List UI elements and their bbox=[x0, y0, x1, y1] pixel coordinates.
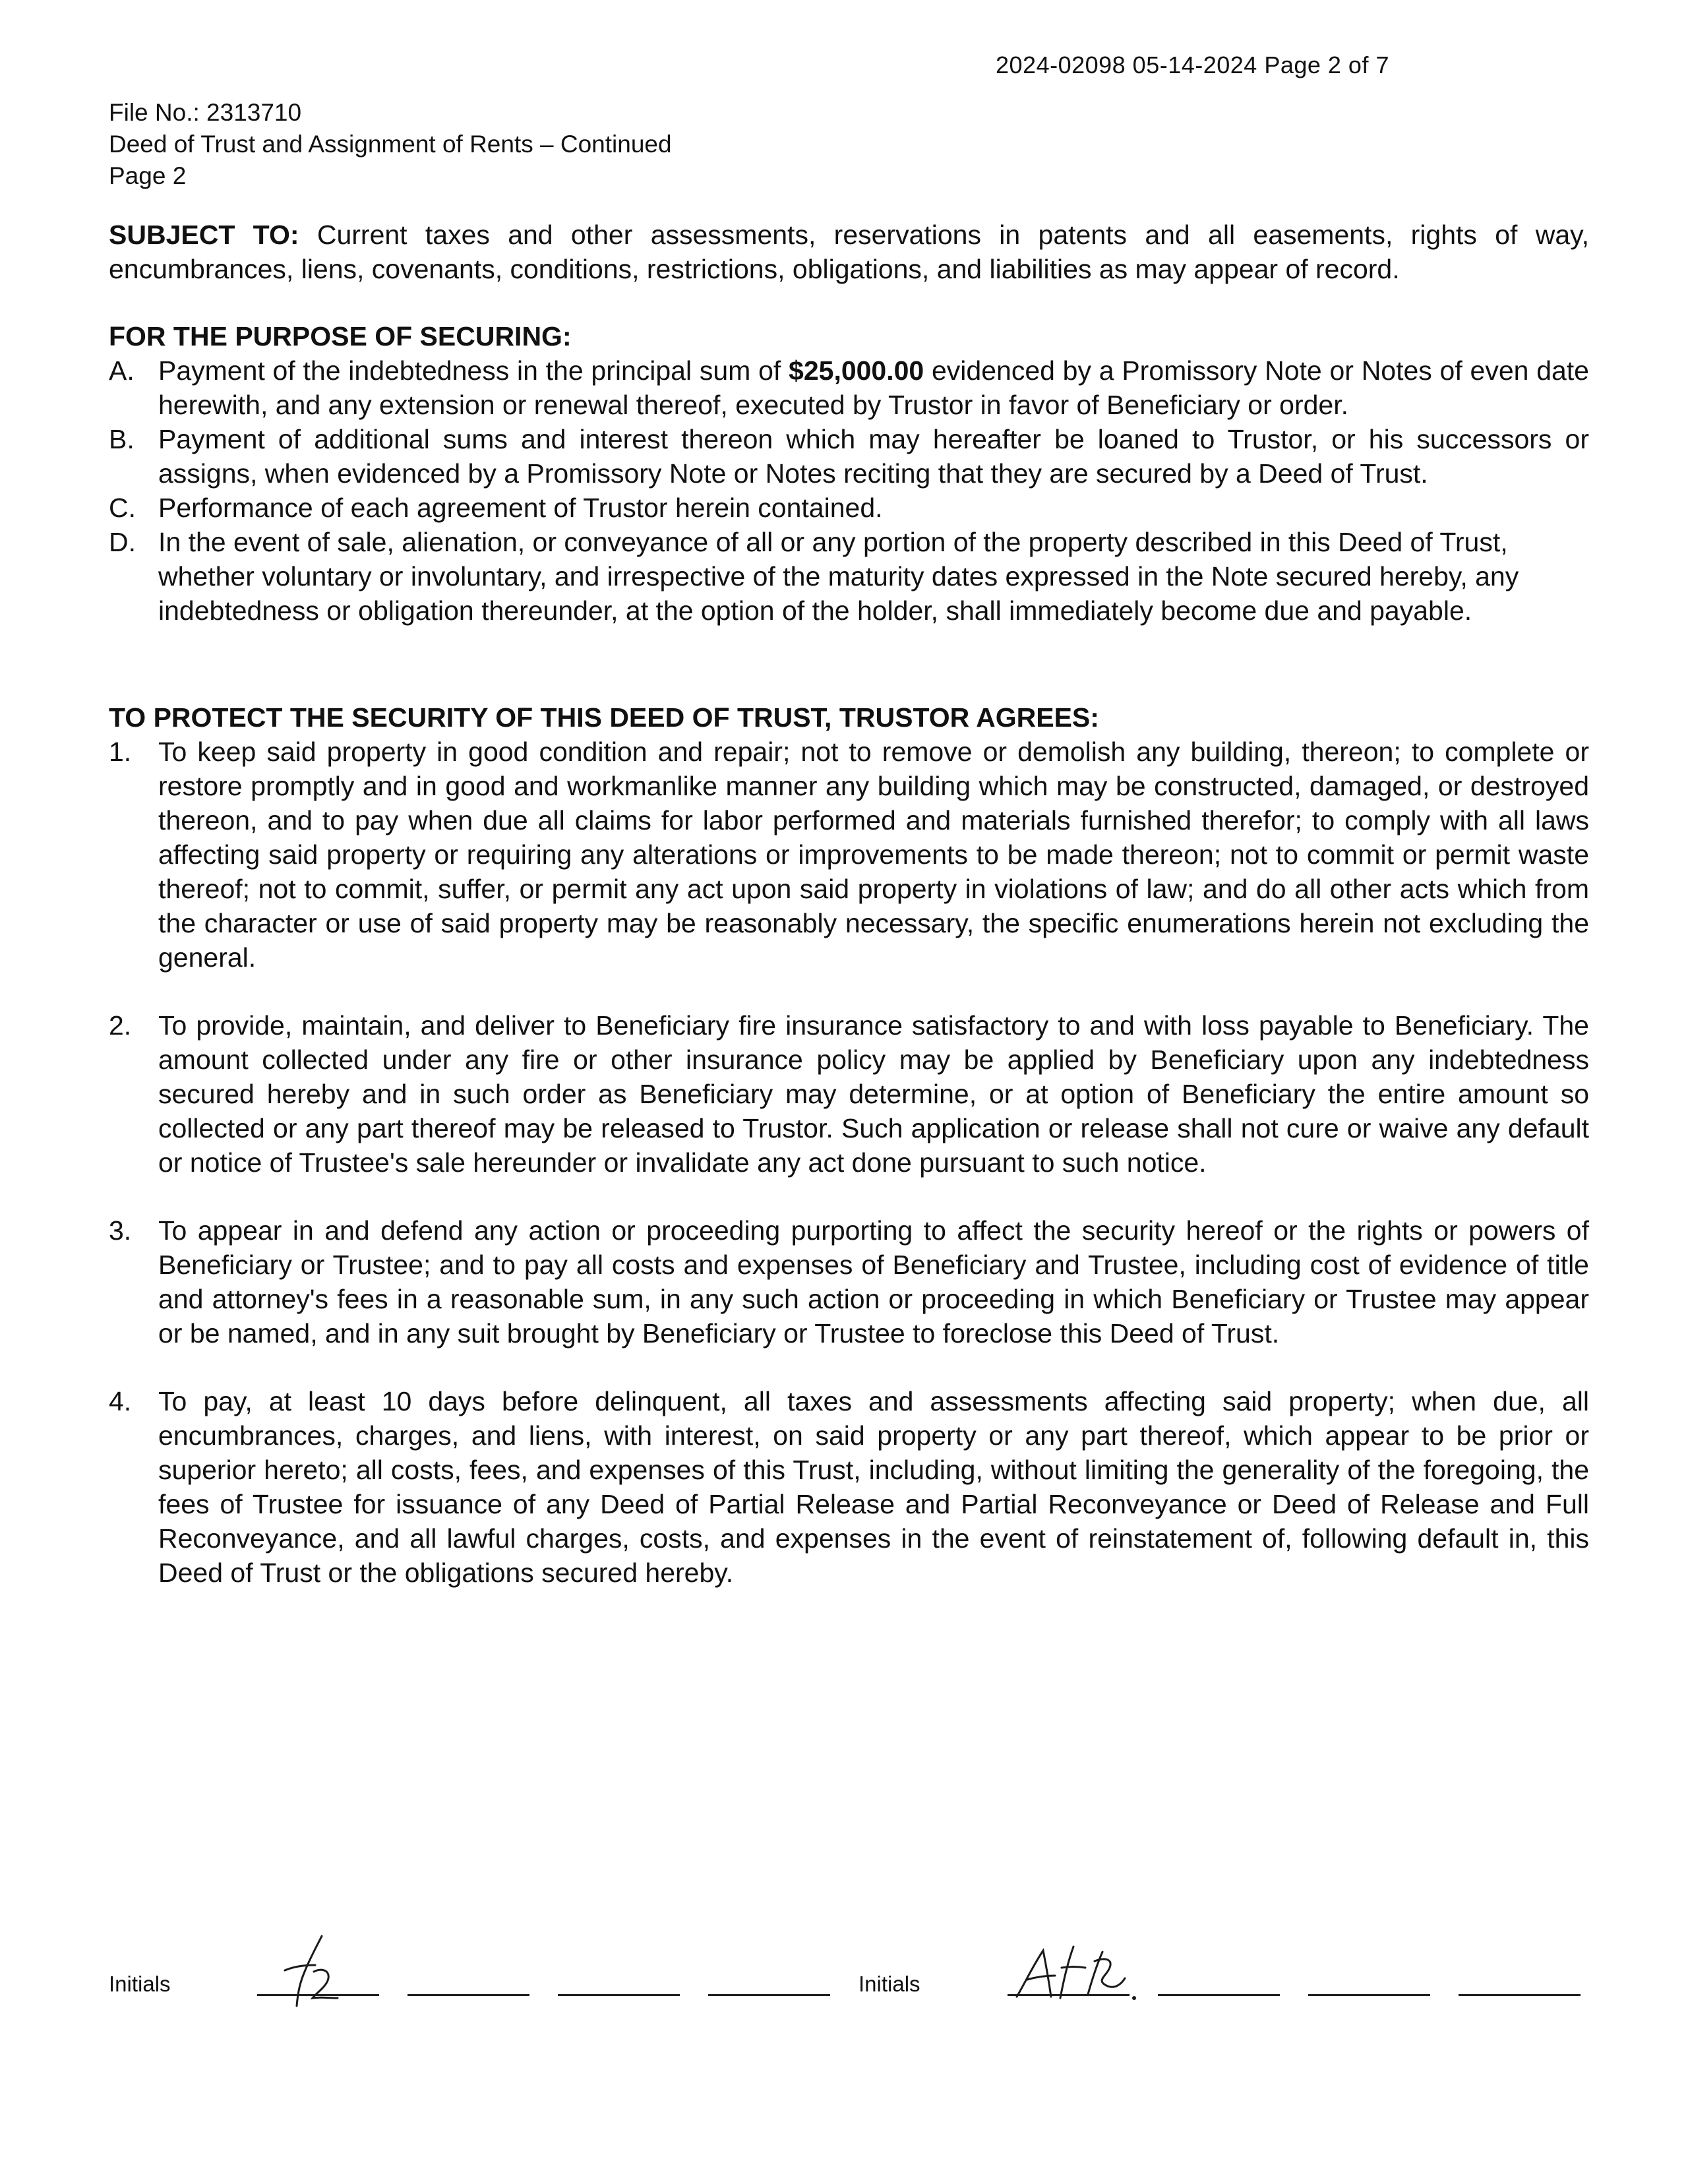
page-label: Page 2 bbox=[109, 162, 187, 189]
protect-heading: TO PROTECT THE SECURITY OF THIS DEED OF TRUST, TRUSTOR AGREES: bbox=[109, 702, 1099, 733]
protect-item-text: To pay, at least 10 days before delinquent, all taxes and assessments affecting said property; when due, all encumbrances, charges, and liens, with interest, on said property or any part thereof, which appear to be prior or superior hereto; all costs, fees, and expenses of this Trust, including, without limiting the generality of the foregoing, the fees of Trustee for issuance of any Deed of Partial Release and Partial Reconveyance or Deed of Release and Full Reconveyance, and all lawful charges, costs, and expenses in the event of reinstatement of, following default in, this Deed of Trust or the obligations secured hereby. bbox=[158, 1386, 1589, 1588]
purpose-item-text-part: evidenced by a Promissory Note or Notes of even date herewith, and any extension or renewal thereof, executed by Trustor in favor of Beneficiary or order. bbox=[158, 355, 1589, 420]
initials-signature-right bbox=[1009, 1937, 1147, 2010]
list-marker: 4. bbox=[109, 1386, 132, 1416]
protect-item-2 bbox=[109, 1008, 1589, 1180]
initials-line[interactable] bbox=[1158, 1994, 1280, 1996]
purpose-item-text: In the event of sale, alienation, or conveyance of all or any portion of the property described in this Deed of Trust, whether voluntary or involuntary, and irrespective of the maturity dates expressed in the Note secured hereby, any indebtedness or obligation thereunder, at the option of the holder, shall immediately become due and payable. bbox=[158, 527, 1519, 626]
purpose-item-text: Payment of additional sums and interest thereon which may hereafter be loaned to Trustor, or his successors or assigns, when evidenced by a Promissory Note or Notes reciting that they are secured by a Deed of Trust. bbox=[158, 424, 1589, 489]
initials-signature-left bbox=[264, 1932, 382, 2011]
list-marker: 1. bbox=[109, 737, 132, 767]
initials-line[interactable] bbox=[1459, 1994, 1581, 1996]
initials-line[interactable] bbox=[558, 1994, 680, 1996]
document-body bbox=[109, 218, 1589, 1590]
purpose-item-text: Performance of each agreement of Trustor herein contained. bbox=[158, 493, 883, 523]
document-title: Deed of Trust and Assignment of Rents – Continued bbox=[109, 131, 672, 158]
file-number: File No.: 2313710 bbox=[109, 99, 302, 126]
purpose-item-a bbox=[109, 353, 1589, 422]
purpose-item-b bbox=[109, 422, 1589, 491]
protect-item-1 bbox=[109, 735, 1589, 975]
initials-label-right: Initials bbox=[859, 1972, 920, 1996]
subject-to-text: Current taxes and other assessments, reservations in patents and all easements, rights of way, encumbrances, liens, covenants, conditions, restrictions, obligations, and liabilities as may appear of record. bbox=[109, 220, 1590, 284]
subject-to-paragraph bbox=[109, 218, 1589, 286]
recording-stamp: 2024-02098 05-14-2024 Page 2 of 7 bbox=[996, 51, 1389, 78]
subject-to-label: SUBJECT TO: bbox=[109, 220, 299, 250]
list-marker: 3. bbox=[109, 1215, 132, 1246]
protect-item-text: To appear in and defend any action or proceeding purporting to affect the security hereof or the rights or powers of Beneficiary or Trustee; and to pay all costs and expenses of Beneficiary and Trustee, including cost of evidence of title and attorney's fees in a reasonable sum, in any such action or proceeding in which Beneficiary or Trustee may appear or be named, and in any suit brought by Beneficiary or Trustee to foreclose this Deed of Trust. bbox=[158, 1215, 1589, 1349]
initials-line[interactable] bbox=[1308, 1994, 1430, 1996]
file-header bbox=[109, 97, 672, 192]
list-marker: B. bbox=[109, 424, 135, 454]
purpose-item-d bbox=[109, 525, 1589, 628]
purpose-heading: FOR THE PURPOSE OF SECURING: bbox=[109, 321, 572, 351]
initials-label-left: Initials bbox=[109, 1972, 171, 1996]
protect-item-3 bbox=[109, 1213, 1589, 1350]
purpose-item-c bbox=[109, 491, 1589, 525]
purpose-item-text-part: Payment of the indebtedness in the principal sum of bbox=[158, 355, 789, 386]
initials-line[interactable] bbox=[708, 1994, 830, 1996]
purpose-item-text bbox=[158, 353, 1589, 422]
initials-row bbox=[0, 1932, 1688, 2018]
initials-line[interactable] bbox=[407, 1994, 529, 1996]
principal-amount: $25,000.00 bbox=[789, 355, 924, 386]
list-marker: 2. bbox=[109, 1010, 132, 1041]
list-marker: A. bbox=[109, 355, 135, 386]
protect-item-4 bbox=[109, 1384, 1589, 1590]
list-marker: D. bbox=[109, 527, 136, 557]
protect-item-text: To keep said property in good condition and repair; not to remove or demolish any building, thereon; to complete or restore promptly and in good and workmanlike manner any building which may be constructed, damaged, or destroyed thereon, and to pay when due all claims for labor performed and materials furnished therefor; to comply with all laws affecting said property or requiring any alterations or improvements to be made thereon; not to commit or permit waste thereof; not to commit, suffer, or permit any act upon said property in violations of law; and do all other acts which from the character or use of said property may be reasonably necessary, the specific enumerations herein not excluding the general. bbox=[158, 737, 1589, 973]
list-marker: C. bbox=[109, 493, 136, 523]
protect-item-text: To provide, maintain, and deliver to Beneficiary fire insurance satisfactory to and with loss payable to Beneficiary. The amount collected under any fire or other insurance policy may be applied by Beneficiary upon any indebtedness secured hereby and in such order as Beneficiary may determine, or at option of Beneficiary the entire amount so collected or any part thereof may be released to Trustor. Such application or release shall not cure or waive any default or notice of Trustee's sale hereunder or invalidate any act done pursuant to such notice. bbox=[158, 1010, 1589, 1178]
